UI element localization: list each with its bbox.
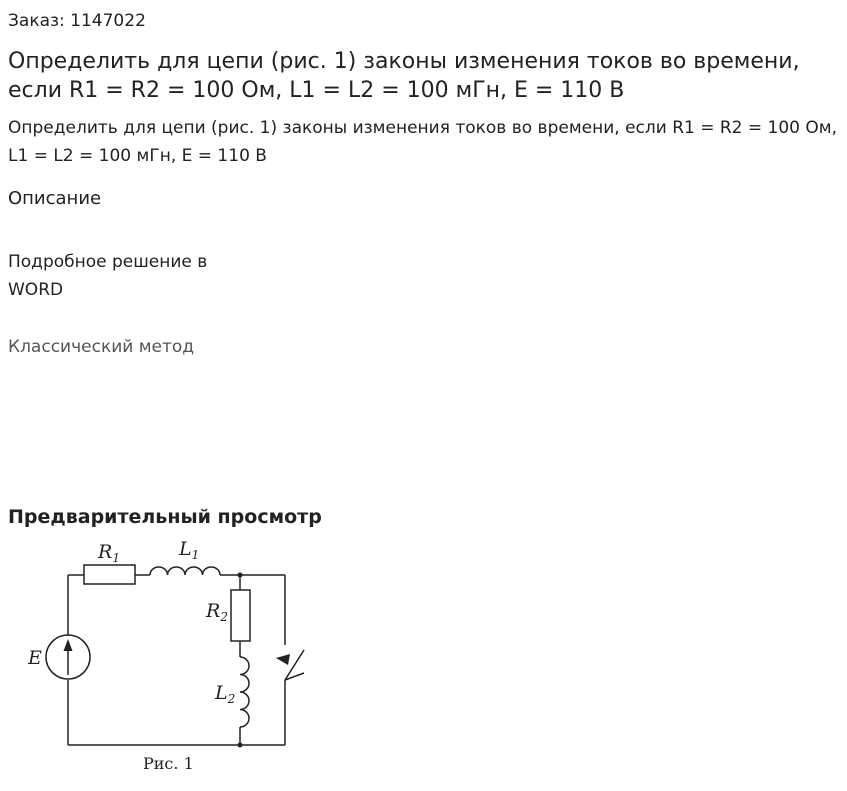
- resistor-r2: [231, 590, 250, 641]
- resistor-r1: [84, 565, 135, 584]
- label-r1: $R_1$: [98, 541, 120, 565]
- inductor-l2: [240, 657, 249, 727]
- circuit-figure: [20, 535, 320, 780]
- inductor-l1: [150, 567, 220, 575]
- page-title: Определить для цепи (рис. 1) законы изменения токов во времени, если R1 = R2 = 100 Ом, L1 = L2 = 100 мГн, E = 110 В: [8, 49, 800, 103]
- junction-bottom: [238, 743, 243, 748]
- figure-caption: Рис. 1: [143, 754, 194, 773]
- label-l1: $L_1$: [179, 538, 200, 562]
- method-label: Классический метод: [8, 337, 195, 357]
- order-number: Заказ: 1147022: [8, 11, 146, 31]
- switch: [285, 650, 304, 680]
- circuit-diagram: [20, 535, 320, 780]
- switch-arrow-icon: [276, 654, 290, 665]
- solution-note: Подробное решение в WORD: [8, 252, 208, 300]
- label-e: E: [28, 647, 42, 669]
- junction-top: [238, 573, 243, 578]
- voltage-source-e: [46, 635, 90, 679]
- circuit-wires: [68, 575, 285, 745]
- label-r2: $R_2$: [206, 600, 228, 624]
- label-l2: $L_2$: [215, 682, 236, 706]
- preview-heading: Предварительный просмотр: [8, 506, 322, 528]
- description-heading: Описание: [8, 188, 102, 209]
- task-lead-text: Определить для цепи (рис. 1) законы изменения токов во времени, если R1 = R2 = 100 Ом, L1 = L2 = 100 мГн, E = 110 В: [8, 118, 838, 166]
